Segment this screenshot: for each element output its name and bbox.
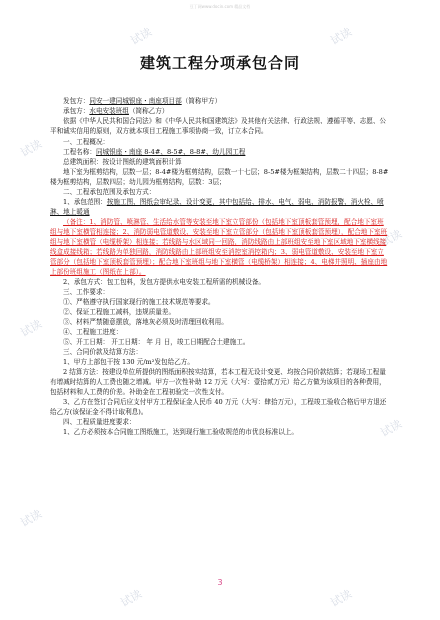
scope-note: （备注：1、消防管、喷淋管、生活给水管等安装至地下室立管部份（包括地下室顶板套管预埋，配合地下室班组与地下室横管相连接；2、消防弱电管道敷设、安装至地下室立管部分（包括地下室顶板套管预埋），配合地下室班组与地下室横管（电缆桥架）相连接；若线路与水区域同一回路，消防线路由上部班组安至地下室区域地下室横线接线盒成接线箱；若线路为单独回路，消防线路由上部班组安至消控室消控箱内；3、弱电管道敷设、安装至地下室立管部分（包括地下室顶板套管预埋）；配合地下室班组与地下室横管（电缆桥架）相连接；4、电梯井照明、插座由地上部份班组施工（图纸在上部）。 [50,218,388,276]
section-5-heading: 四、工程质量进度要求： [63,418,136,426]
document-title: 建筑工程分项承包合同 [139,54,300,72]
page-number: 3 [217,578,223,587]
settlement-paragraph: 2 结算方法：按建设单位所提供的图纸面积按实结算，若本工程无设计变更、均按合同价款结算；若现场工程量有增减时结算的人工费也随之增减。甲方一次性补助 12 万元（大写：壹拾贰万元）给乙方做为该项目的各种费用，包括材料和人工费的价差。补助金在工程初验完一次性支付。 [50,368,386,396]
page-footer [0,578,440,587]
contract-body [50,96,390,437]
section-4-heading: 三、合同价款及结算方法： [63,348,143,356]
watermark: 试读 [328,25,355,48]
watermark: 试读 [118,587,145,610]
contract-mode: 2、承包方式：包工包料，发包方提供水电安装工程所需的机械设备。 [63,278,266,286]
project-name-label: 工程名称： [63,148,96,156]
payment-paragraph: 3、乙方在签订合同后应支付甲方工程保证金人民币 40 万元（大写：肆拾万元），工程竣工验收合格后甲方退还给乙方(该保证金不得计取利息)。 [50,398,387,416]
section-2-heading: 二、工程承包范围及承包方式： [63,188,156,196]
section-1-heading: 一、工程概况： [63,138,110,146]
scope-label: 1、承包范围： [63,198,107,206]
party-b-value: 水电安装班组 [89,107,129,115]
party-a-label: 发包方： [63,97,90,105]
watermark: 试读 [378,227,405,250]
project-name-value: 同城银座・南座 8-4#、8-5#、8-8#、幼儿园工程 [95,148,246,156]
watermark: 试读 [18,317,45,340]
requirement-4: ④、工程施工进度： [63,328,123,336]
project-name-line [50,147,390,157]
section-3-heading: 三、工作要求： [63,288,110,296]
watermark: 试读 [128,25,155,48]
party-b-suffix: （简称乙方） [128,107,169,115]
structure-paragraph: 地下室为框剪结构，层数一层；8-4#楼为框剪结构，层数一十七层；8-5#楼为框架结构，层数二十四层；8-8#楼为框剪结构，层数四层；幼儿园为框剪结构，层数：3层； [50,168,389,186]
intro-paragraph: 依据《中华人民共和国合同法》和《中华人民共和国建筑法》及其他有关法律、行政法规、遵循平等、志愿、公平和诚实信用的原则，双方就本项目工程施工事项协商一致，订立本合同。 [50,117,387,135]
requirement-3: ③、材料严禁随意摆放，落地灰必须及时清理回收利用。 [63,318,228,326]
party-a-line [50,96,390,106]
watermark: 试读 [328,587,355,610]
area-line: 总建筑面积：按设计图纸的建筑面积计算 [63,158,182,166]
watermark: 试读 [378,417,405,440]
requirement-2: ②、保证工程施工减料，违规质量差。 [63,308,176,316]
requirement-1: ①、严格遵守执行国家现行的施工技术规范等要求。 [63,298,215,306]
scope-text: 按施工图、图纸会审纪录、设计变更，其中包括给、排水、电气、弱电、消防报警、消火栓、喷淋、地上暖通 [50,198,384,216]
watermark: 试读 [18,137,45,160]
party-a-suffix: （简称甲方） [181,97,222,105]
party-b-label: 承包方： [63,107,90,115]
quality-line: 1、乙方必须按本合同施工图纸施工，达到现行施工验收规范的市优良标准以上。 [63,428,298,436]
requirement-dates: ⑤、开工日期： 开工日期： 年 月 日，竣工日期配合土建施工。 [63,338,250,346]
header-note: 豆丁网www.docin.com 精品文档 [189,4,251,9]
watermark: 试读 [18,507,45,530]
price-line: 1、甲方上部包干按 130 元/m²发包给乙方。 [63,358,194,366]
party-a-value: 同安一建同城银座・南座项目部 [89,97,182,105]
scope-paragraph [50,197,390,217]
party-b-line [50,106,390,116]
